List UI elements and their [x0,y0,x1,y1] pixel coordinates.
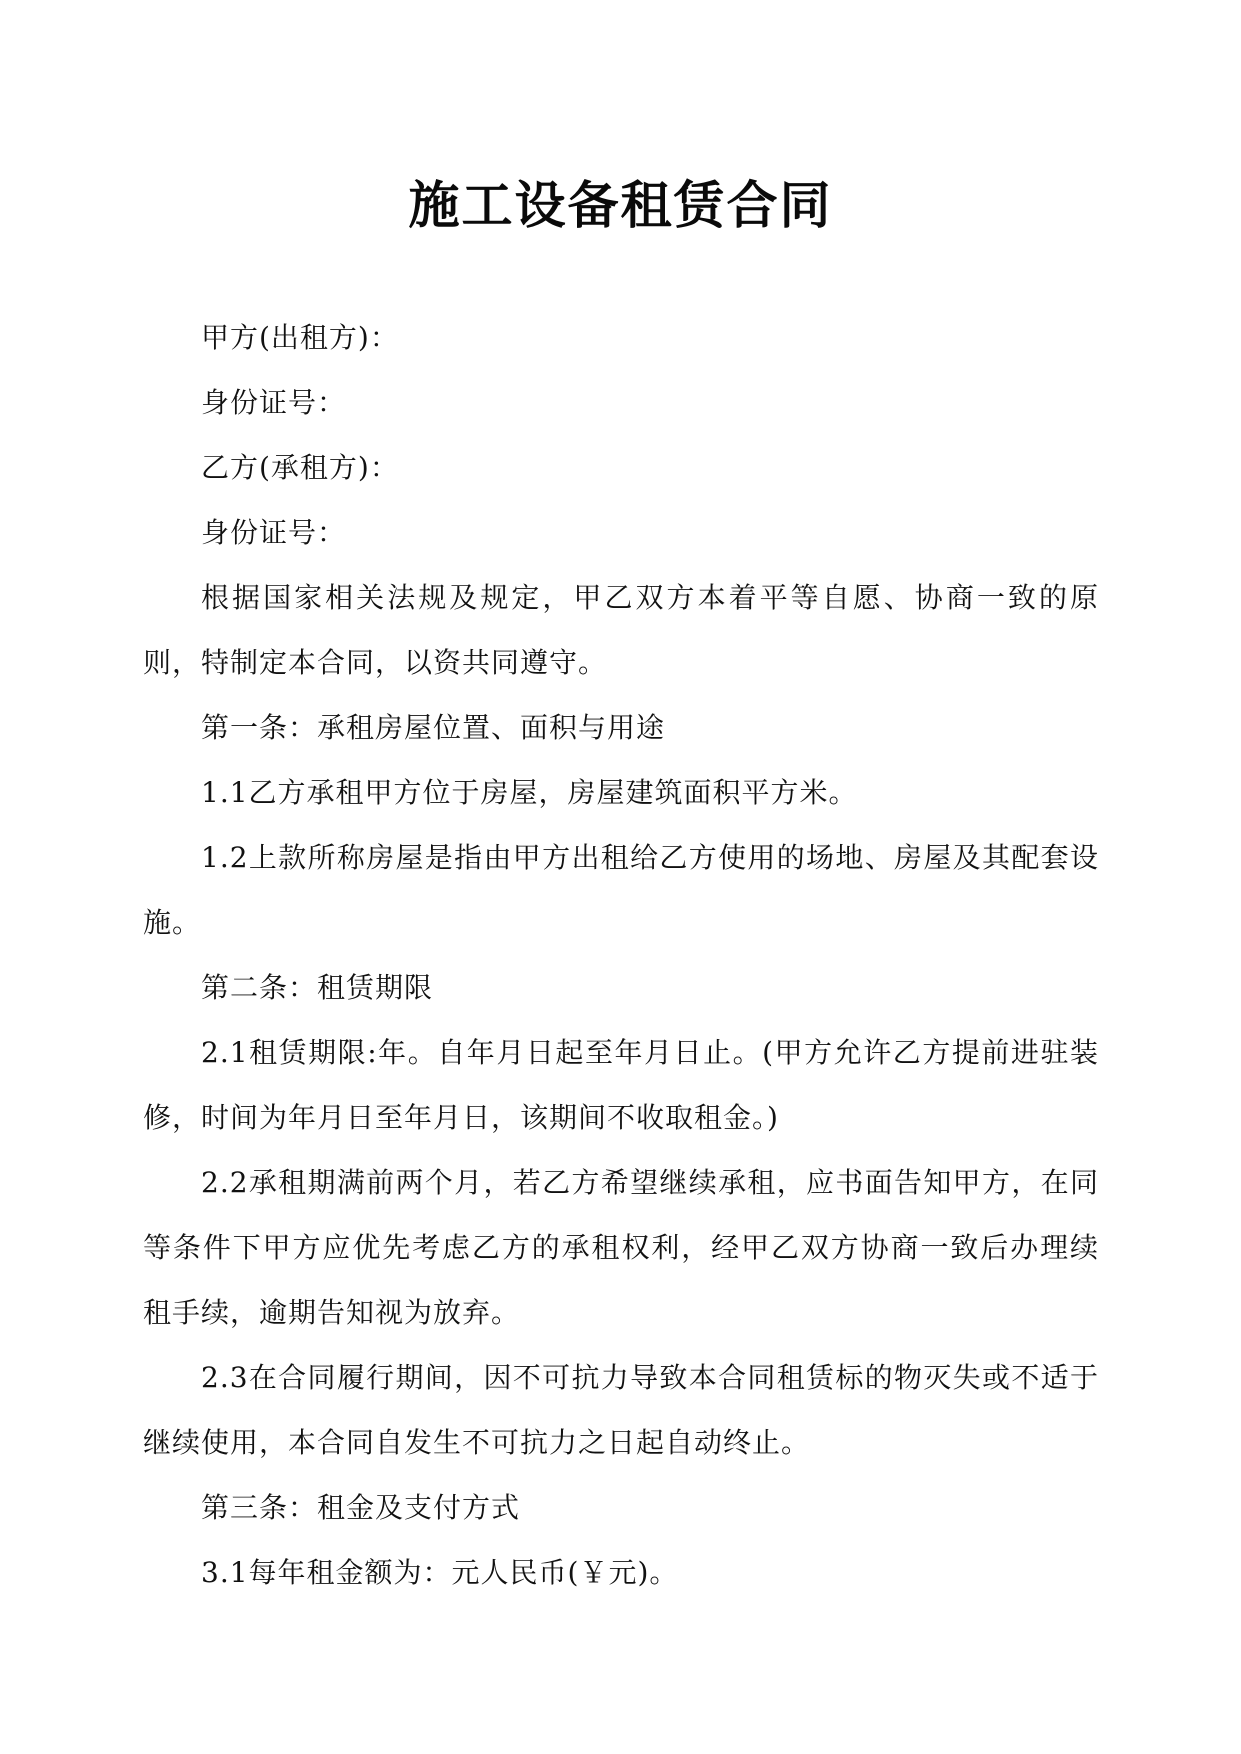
article-1-heading: 第一条：承租房屋位置、面积与用途 [201,711,666,744]
clause-2-2: 2.2承租期满前两个月，若乙方希望继续承租，应书面告知甲方，在同等条件下甲方应优先考虑乙方的承租权利，经甲乙双方协商一致后办理续租手续，逾期告知视为放弃。 [143,1166,1099,1329]
document-title: 施工设备租赁合同 [408,177,833,236]
party-a-id-line: 身份证号： [201,386,347,419]
article-3-heading: 第三条：租金及支付方式 [201,1491,521,1524]
clause-3-1: 3.1每年租金额为：元人民币(￥元)。 [201,1556,679,1589]
article-2-heading: 第二条：租赁期限 [201,971,434,1004]
clause-1-1: 1.1乙方承租甲方位于房屋，房屋建筑面积平方米。 [201,776,858,809]
party-b-line: 乙方(承租方)： [201,451,399,484]
preamble-paragraph: 根据国家相关法规及规定，甲乙双方本着平等自愿、协商一致的原则，特制定本合同，以资共同遵守。 [143,581,1099,679]
clause-2-1: 2.1租赁期限:年。自年月日起至年月日止。(甲方允许乙方提前进驻装修，时间为年月日至年月日，该期间不收取租金。) [143,1036,1099,1134]
party-b-id-line: 身份证号： [201,516,347,549]
clause-1-2: 1.2上款所称房屋是指由甲方出租给乙方使用的场地、房屋及其配套设施。 [143,841,1099,939]
party-a-line: 甲方(出租方)： [201,321,399,354]
clause-2-3: 2.3在合同履行期间，因不可抗力导致本合同租赁标的物灭失或不适于继续使用，本合同自发生不可抗力之日起自动终止。 [143,1361,1099,1459]
document-body [143,305,1099,1605]
